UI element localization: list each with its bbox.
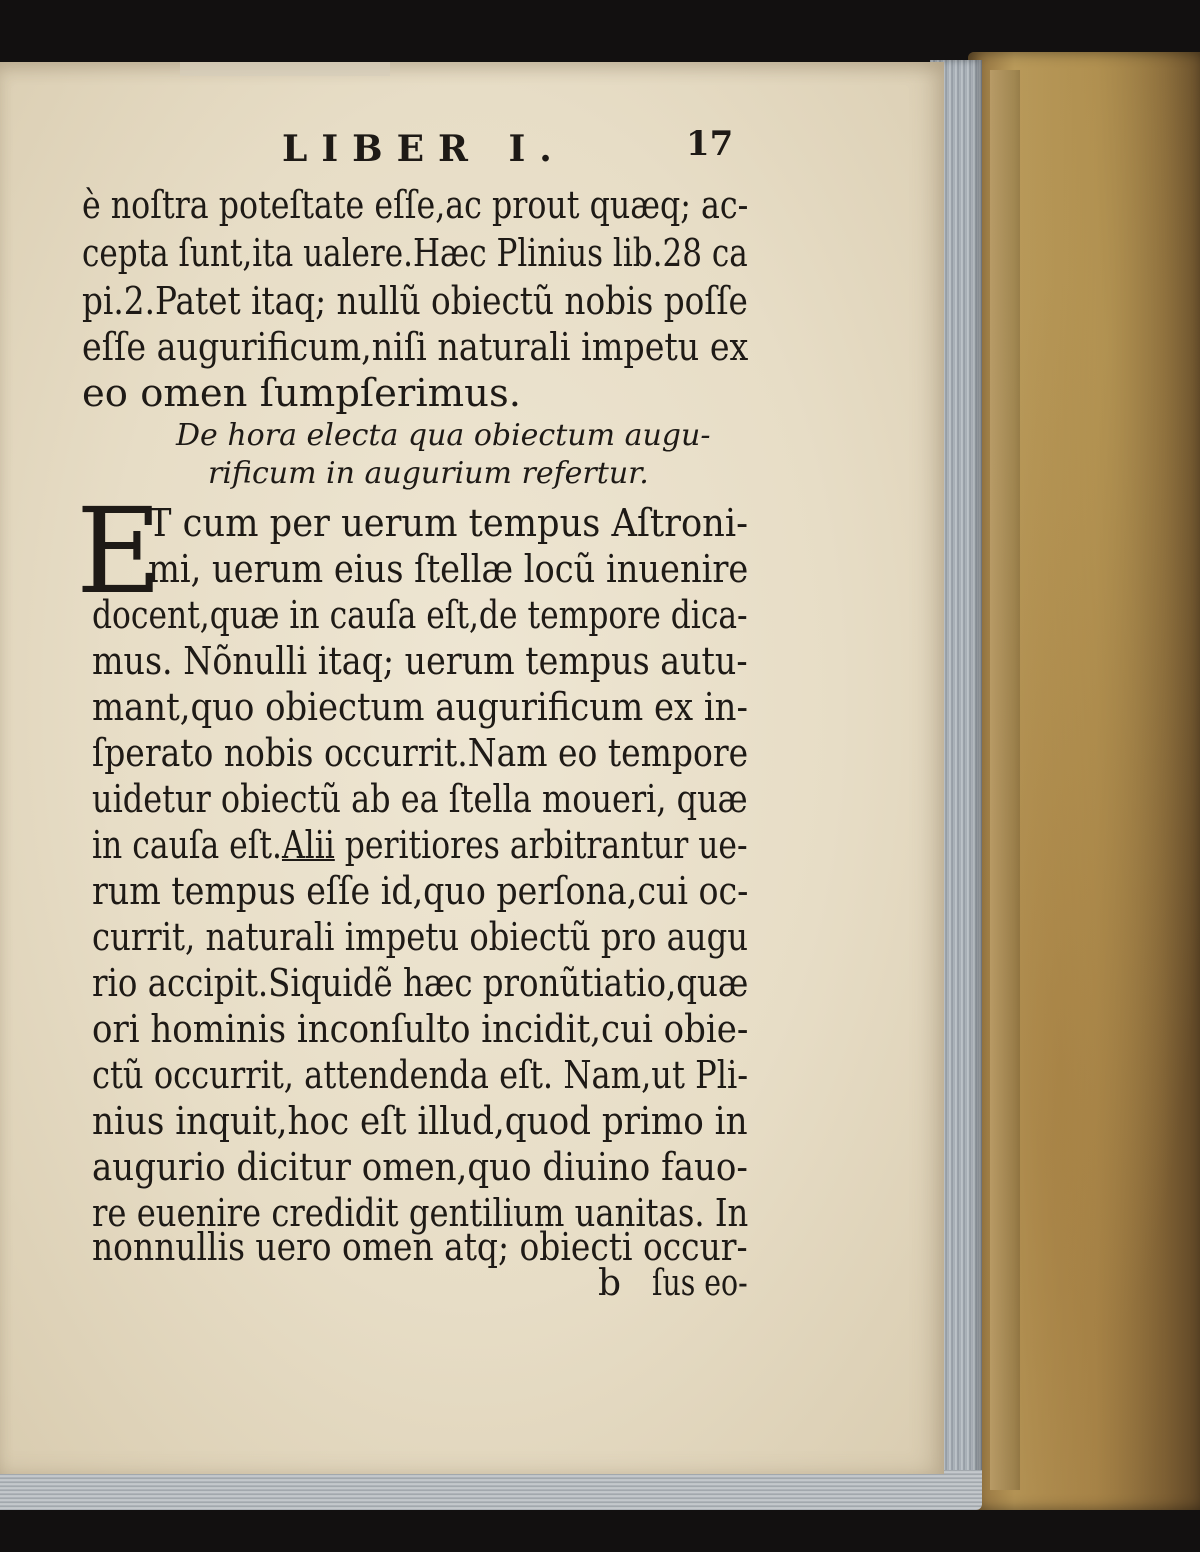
text-line: ctũ occurrit, attendenda eſt. Nam,ut Pli- xyxy=(92,1053,749,1098)
text-line: nonnullis uero omen atq; obiecti occur- xyxy=(92,1225,748,1270)
text-line: docent,quæ in cauſa eſt,de tempore dica- xyxy=(92,593,748,638)
text-fragment: in cauſa eſt. xyxy=(92,823,282,868)
text-line: ori hominis inconſulto incidit,cui obie- xyxy=(92,1007,749,1052)
text-fragment: peritiores arbitrantur ue- xyxy=(334,823,748,868)
text-line: è noſtra poteſtate eſſe,ac prout quæq; ac- xyxy=(82,183,749,228)
text-line: T cum per uerum tempus Aſtroni- xyxy=(148,501,749,546)
text-line: eſſe augurificum,niſi naturali impetu ex xyxy=(82,325,749,370)
page-bottom-edge xyxy=(0,1470,982,1510)
text-line: mant,quo obiectum augurificum ex in- xyxy=(92,685,748,730)
text-line: eo omen ſumpſerimus. xyxy=(82,371,521,416)
underlined-word: Alii xyxy=(281,823,335,868)
section-heading-line: De hora electa qua obiectum augu- xyxy=(176,418,711,453)
text-line: mus. Nõnulli itaq; uerum tempus autu- xyxy=(92,639,748,684)
text-line: uidetur obiectũ ab ea ſtella moueri, quæ xyxy=(92,777,748,822)
text-line: ſperato nobis occurrit.Nam eo tempore xyxy=(92,731,749,776)
text-line: mi, uerum eius ſtellæ locũ inuenire xyxy=(148,547,749,592)
text-line: currit, naturali impetu obiectũ pro augu xyxy=(92,915,749,960)
folio-number: 17 xyxy=(686,124,734,164)
text-line-split xyxy=(92,824,748,868)
text-line: augurio dicitur omen,quo diuino fauo- xyxy=(92,1145,748,1190)
cover-fold xyxy=(990,70,1020,1490)
signature-mark: b xyxy=(598,1263,622,1304)
text-line: nius inquit,hoc eſt illud,quod primo in xyxy=(92,1099,748,1144)
drop-cap: E xyxy=(76,482,163,620)
text-line: rum tempus eſſe id,quo perſona,cui oc- xyxy=(92,869,749,914)
text-line: pi.2.Patet itaq; nullũ obiectũ nobis poſſe xyxy=(82,279,748,324)
section-heading-line: rificum in augurium refertur. xyxy=(208,456,649,491)
text-line: rio accipit.Siquidẽ hæc pronũtiatio,quæ xyxy=(92,961,749,1006)
page-top-strip xyxy=(180,62,390,76)
running-title: LIBER I. xyxy=(282,128,566,170)
catchword: ſus eo- xyxy=(652,1263,748,1304)
text-line: cepta ſunt,ita ualere.Hæc Plinius lib.28 ca xyxy=(82,231,748,276)
text-line: re euenire credidit gentilium uanitas. In xyxy=(92,1191,749,1236)
